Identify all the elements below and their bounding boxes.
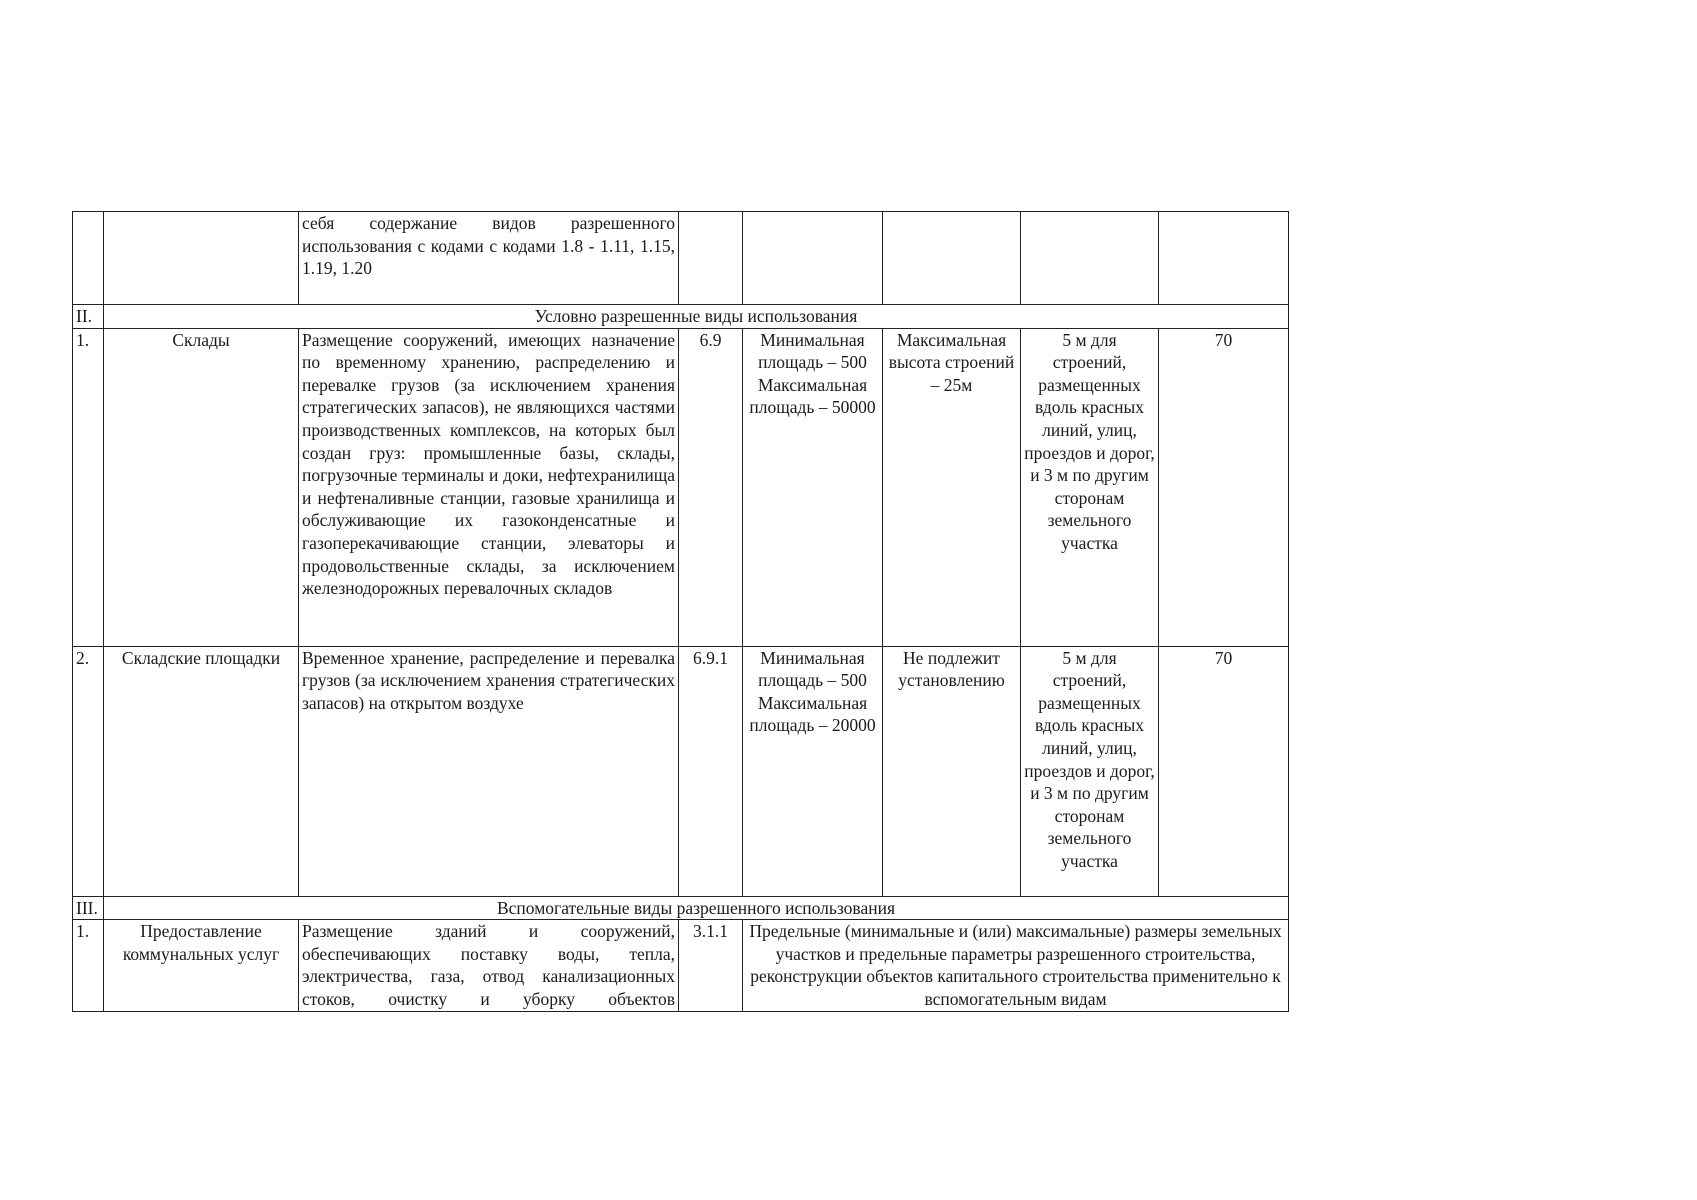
plot-area-limits — [743, 212, 883, 305]
row-number: 1. — [73, 920, 104, 1012]
section-row-auxiliary — [73, 896, 1289, 920]
setback-limits: 5 м для строений, размещенных вдоль красных линий, улиц, проездов и дорог, и 3 м по другим сторонам земельного участка — [1021, 646, 1159, 896]
section-number: III. — [73, 896, 104, 920]
table-row-skladskie-ploshchadki — [73, 646, 1289, 896]
use-code: 3.1.1 — [679, 920, 743, 1012]
row-number: 2. — [73, 646, 104, 896]
section-row-conditional — [73, 305, 1289, 329]
use-type-name — [104, 212, 299, 305]
coverage-percent: 70 — [1159, 646, 1289, 896]
use-type-name: Предоставление коммунальных услуг — [104, 920, 299, 1012]
plot-area-limits: Минимальная площадь – 500 Максимальная площадь – 50000 — [743, 328, 883, 646]
setback-limits — [1021, 212, 1159, 305]
height-limits: Максимальная высота строений – 25м — [883, 328, 1021, 646]
use-description: Временное хранение, распределение и перевалка грузов (за исключением хранения стратегических запасов) на открытом воздухе — [299, 646, 679, 896]
use-description: Размещение сооружений, имеющих назначение по временному хранению, распределению и перевалке грузов (за исключением хранения стратегических запасов), не являющихся частями производственных комплексов, на которых был создан груз: промышленные базы, склады, погрузочные терминалы и доки, нефтехранилища и нефтеналивные станции, газовые хранилища и обслуживающие их газоконденсатные и газоперекачивающие станции, элеваторы и продовольственные склады, за исключением железнодорожных перевалочных складов — [299, 328, 679, 646]
coverage-percent — [1159, 212, 1289, 305]
section-title: Вспомогательные виды разрешенного использования — [104, 896, 1289, 920]
land-use-table — [72, 211, 1289, 1012]
table-row-sklady — [73, 328, 1289, 646]
coverage-percent: 70 — [1159, 328, 1289, 646]
section-number: II. — [73, 305, 104, 329]
table-row-continuation — [73, 212, 1289, 305]
use-type-name: Складские площадки — [104, 646, 299, 896]
height-limits — [883, 212, 1021, 305]
height-limits: Не подлежит установлению — [883, 646, 1021, 896]
use-description: себя содержание видов разрешенного использования с кодами с кодами 1.8 - 1.11, 1.15, 1.19, 1.20 — [299, 212, 679, 305]
use-description: Размещение зданий и сооружений, обеспечивающих поставку воды, тепла, электричества, газа, отвод канализационных стоков, очистку и уборку объектов — [299, 920, 679, 1012]
setback-limits: 5 м для строений, размещенных вдоль красных линий, улиц, проездов и дорог, и 3 м по другим сторонам земельного участка — [1021, 328, 1159, 646]
row-number — [73, 212, 104, 305]
table-row-utilities — [73, 920, 1289, 1012]
use-code: 6.9.1 — [679, 646, 743, 896]
plot-area-limits: Минимальная площадь – 500 Максимальная площадь – 20000 — [743, 646, 883, 896]
row-number: 1. — [73, 328, 104, 646]
section-title: Условно разрешенные виды использования — [104, 305, 1289, 329]
use-code — [679, 212, 743, 305]
use-code: 6.9 — [679, 328, 743, 646]
auxiliary-parameters-note: Предельные (минимальные и (или) максимальные) размеры земельных участков и предельные параметры разрешенного строительства, реконструкции объектов капитального строительства применительно к вспомогательным видам — [743, 920, 1289, 1012]
use-type-name: Склады — [104, 328, 299, 646]
